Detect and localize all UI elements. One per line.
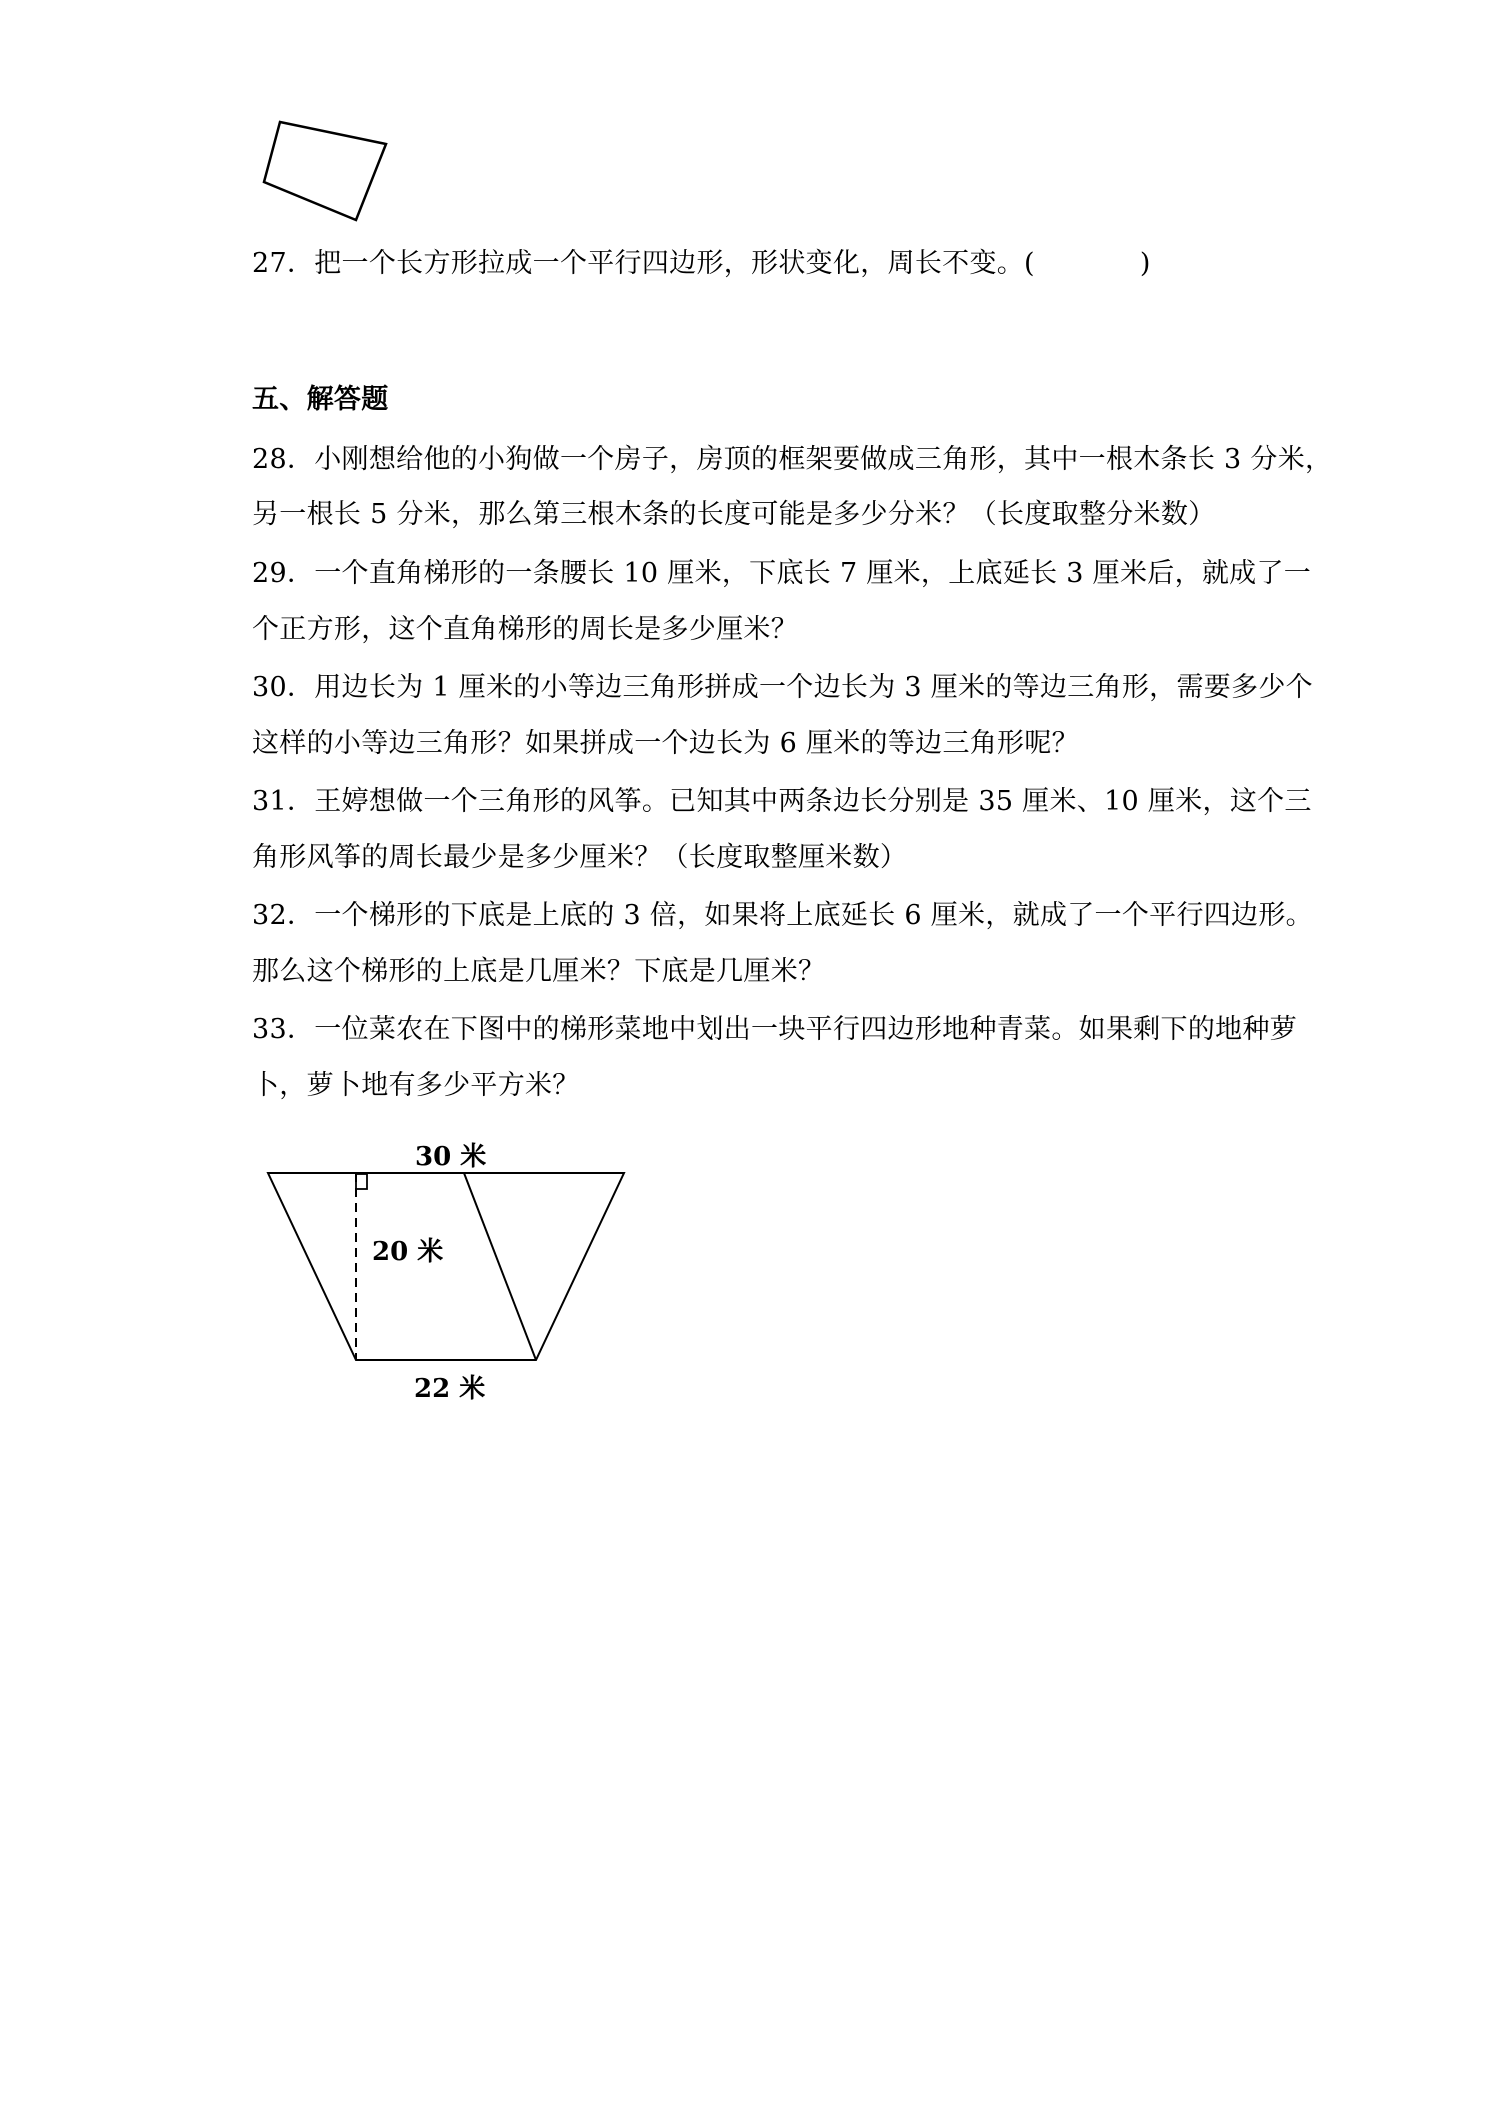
question-33-line-2: 卜，萝卜地有多少平方米？ (252, 1070, 580, 1101)
quadrilateral-shape (264, 122, 386, 220)
question-32-line-2: 那么这个梯形的上底是几厘米？下底是几厘米？ (252, 956, 826, 987)
height-label: 20 米 (372, 1237, 444, 1267)
question-31-line-1: 31．王婷想做一个三角形的风筝。已知其中两条边长分别是 35 厘米、10 厘米，这个三 (252, 786, 1312, 817)
question-33-line-1: 33．一位菜农在下图中的梯形菜地中划出一块平行四边形地种青菜。如果剩下的地种萝 (252, 1014, 1298, 1045)
question-30-line-2: 这样的小等边三角形？如果拼成一个边长为 6 厘米的等边三角形呢？ (252, 728, 1079, 759)
question-29-line-1: 29．一个直角梯形的一条腰长 10 厘米，下底长 7 厘米，上底延长 3 厘米后，就成了一 (252, 558, 1312, 589)
trapezoid-figure (250, 1120, 650, 1420)
trapezoid-outline (268, 1173, 624, 1360)
top-base-label: 30 米 (415, 1142, 487, 1172)
question-31-line-2: 角形风筝的周长最少是多少厘米？（长度取整厘米数） (252, 842, 908, 873)
question-29-line-2: 个正方形，这个直角梯形的周长是多少厘米？ (252, 614, 798, 645)
answer-blank-close: ) (1139, 248, 1151, 279)
bottom-base-label: 22 米 (414, 1374, 486, 1404)
right-angle-marker (356, 1174, 367, 1189)
question-30-line-1: 30．用边长为 1 厘米的小等边三角形拼成一个边长为 3 厘米的等边三角形，需要多少个 (252, 672, 1313, 703)
question-28-line-2: 另一根长 5 分米，那么第三根木条的长度可能是多少分米？（长度取整分米数） (252, 499, 1216, 530)
parallelogram-side (464, 1173, 536, 1360)
question-32-line-1: 32．一个梯形的下底是上底的 3 倍，如果将上底延长 6 厘米，就成了一个平行四边形。 (252, 900, 1313, 931)
question-27 (252, 244, 1151, 284)
question-28-line-1: 28．小刚想给他的小狗做一个房子，房顶的框架要做成三角形，其中一根木条长 3 分米， (252, 444, 1333, 475)
quadrilateral-figure (250, 110, 400, 230)
section-title: 五、解答题 (252, 384, 389, 415)
question-27-text: 27．把一个长方形拉成一个平行四边形，形状变化，周长不变。( (252, 248, 1035, 279)
